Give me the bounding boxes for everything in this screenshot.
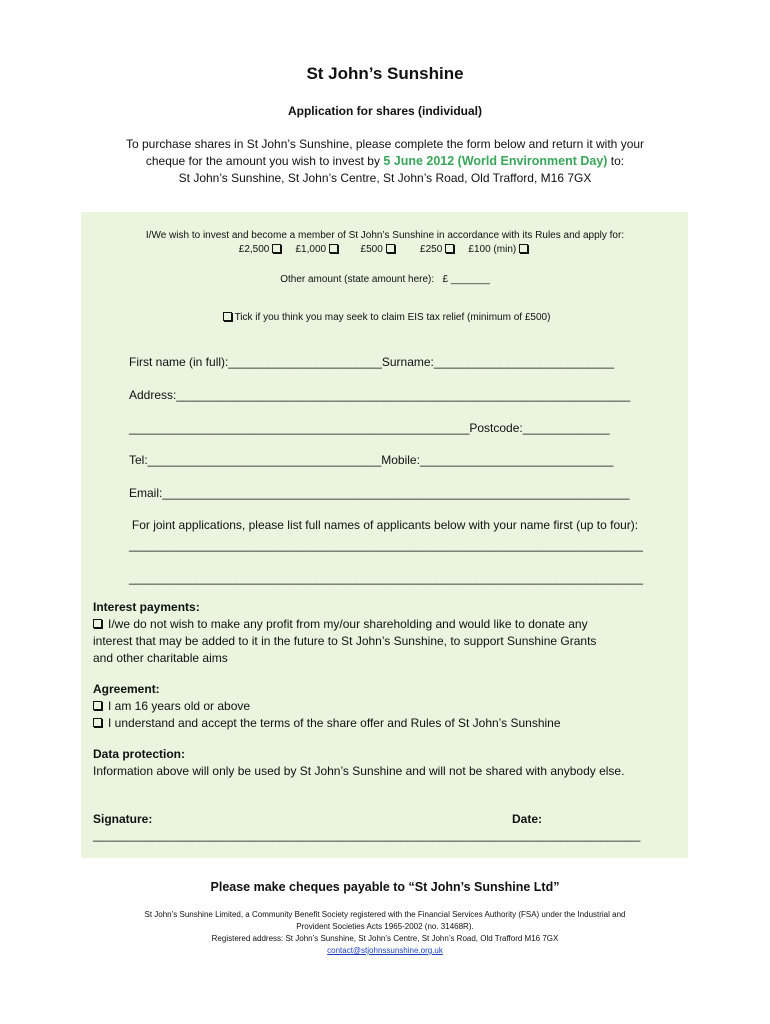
name-fields[interactable]: First name (in full):_______________________Surname:___________________________	[129, 355, 615, 369]
amount-label: £100 (min)	[468, 244, 517, 255]
agreement-heading: Agreement:	[93, 682, 160, 696]
intro-text	[0, 136, 770, 187]
invest-text: I/We wish to invest and become a member of St John’s Sunshine in accordance with its Rules and apply for:	[145, 230, 625, 241]
agreement-option-age[interactable]	[93, 698, 561, 715]
interest-line-2: interest that may be added to it in the future to St John’s Sunshine, to support Sunshine Grants	[93, 634, 597, 648]
amount-option-1000[interactable]	[296, 244, 342, 255]
legal-line-1: St John’s Sunshine Limited, a Community Benefit Society registered with the Financial Services Authority (FSA) under the Industrial and	[144, 910, 626, 919]
amount-label: £500	[360, 244, 383, 255]
other-amount-field[interactable]: Other amount (state amount here): £ _______	[280, 274, 490, 285]
interest-checkbox[interactable]	[93, 619, 102, 628]
amount-label: £1,000	[295, 244, 327, 255]
legal-footer	[0, 909, 770, 957]
eis-option[interactable]	[0, 312, 770, 323]
terms-checkbox[interactable]	[93, 718, 102, 727]
age-label: I am 16 years old or above	[108, 699, 251, 713]
amount-option-2500[interactable]	[239, 244, 285, 255]
eis-label: Tick if you think you may seek to claim EIS tax relief (minimum of £500)	[234, 312, 551, 323]
form-subtitle: Application for shares (individual)	[287, 104, 483, 118]
amount-option-500[interactable]	[361, 244, 398, 255]
checkbox-100[interactable]	[519, 244, 528, 253]
amount-option-250[interactable]	[420, 244, 457, 255]
page-title: St John’s Sunshine	[306, 64, 464, 83]
agreement-option-terms[interactable]	[93, 715, 561, 732]
legal-line-2: Provident Societies Acts 1965-2002 (no. 31468R).	[296, 922, 474, 931]
eis-checkbox[interactable]	[223, 312, 232, 321]
interest-line-3: and other charitable aims	[93, 651, 228, 665]
interest-option[interactable]	[93, 616, 596, 633]
intro-line-1: To purchase shares in St John’s Sunshine, please complete the form below and return it with your	[125, 137, 645, 151]
joint-applications-label: For joint applications, please list full names of applicants below with your name first (up to four):	[131, 518, 639, 532]
interest-section	[93, 599, 596, 667]
joint-applicants-line-2[interactable]: _____________________________________________________________________________	[129, 571, 643, 585]
data-protection-text: Information above will only be used by St John’s Sunshine and will not be shared with anybody else.	[93, 764, 625, 778]
age-checkbox[interactable]	[93, 701, 102, 710]
deadline-date: 5 June 2012 (World Environment Day)	[383, 154, 608, 168]
email-field[interactable]: Email:______________________________________________________________________	[129, 486, 630, 500]
data-protection-heading: Data protection:	[93, 747, 186, 761]
joint-applicants-line-1[interactable]: _____________________________________________________________________________	[129, 538, 643, 552]
contact-email-link[interactable]: contact@stjohnssunshine.org.uk	[327, 946, 443, 955]
interest-line-1: I/we do not wish to make any profit from my/our shareholding and would like to donate any	[108, 617, 588, 631]
amount-label: £2,500	[238, 244, 270, 255]
data-protection-section	[93, 746, 624, 780]
checkbox-250[interactable]	[445, 244, 454, 253]
address-field[interactable]: Address:____________________________________________________________________	[129, 388, 631, 402]
checkbox-2500[interactable]	[272, 244, 281, 253]
signature-label: Signature:	[93, 812, 153, 826]
amount-options	[0, 244, 770, 255]
intro-line-2	[0, 153, 770, 170]
checkbox-1000[interactable]	[329, 244, 338, 253]
intro-line-3: St John’s Sunshine, St John’s Centre, St John’s Road, Old Trafford, M16 7GX	[178, 171, 592, 185]
checkbox-500[interactable]	[386, 244, 395, 253]
intro-line-2-post: to:	[607, 154, 625, 168]
date-label: Date:	[512, 812, 543, 826]
postcode-field[interactable]: ___________________________________________________Postcode:_____________	[129, 421, 610, 435]
agreement-section	[93, 681, 561, 732]
amount-option-100[interactable]	[468, 244, 531, 255]
intro-line-2-pre: cheque for the amount you wish to invest by	[145, 154, 384, 168]
signature-line[interactable]: __________________________________________________________________________________	[93, 828, 641, 842]
cheque-instructions: Please make cheques payable to “St John’s Sunshine Ltd”	[210, 880, 560, 894]
legal-line-3: Registered address: St John’s Sunshine, St John’s Centre, St John’s Road, Old Trafford M16 7GX	[211, 934, 559, 943]
tel-mobile-fields[interactable]: Tel:___________________________________Mobile:_____________________________	[129, 453, 614, 467]
terms-label: I understand and accept the terms of the share offer and Rules of St John’s Sunshine	[108, 716, 561, 730]
amount-label: £250	[420, 244, 443, 255]
interest-heading: Interest payments:	[93, 600, 200, 614]
